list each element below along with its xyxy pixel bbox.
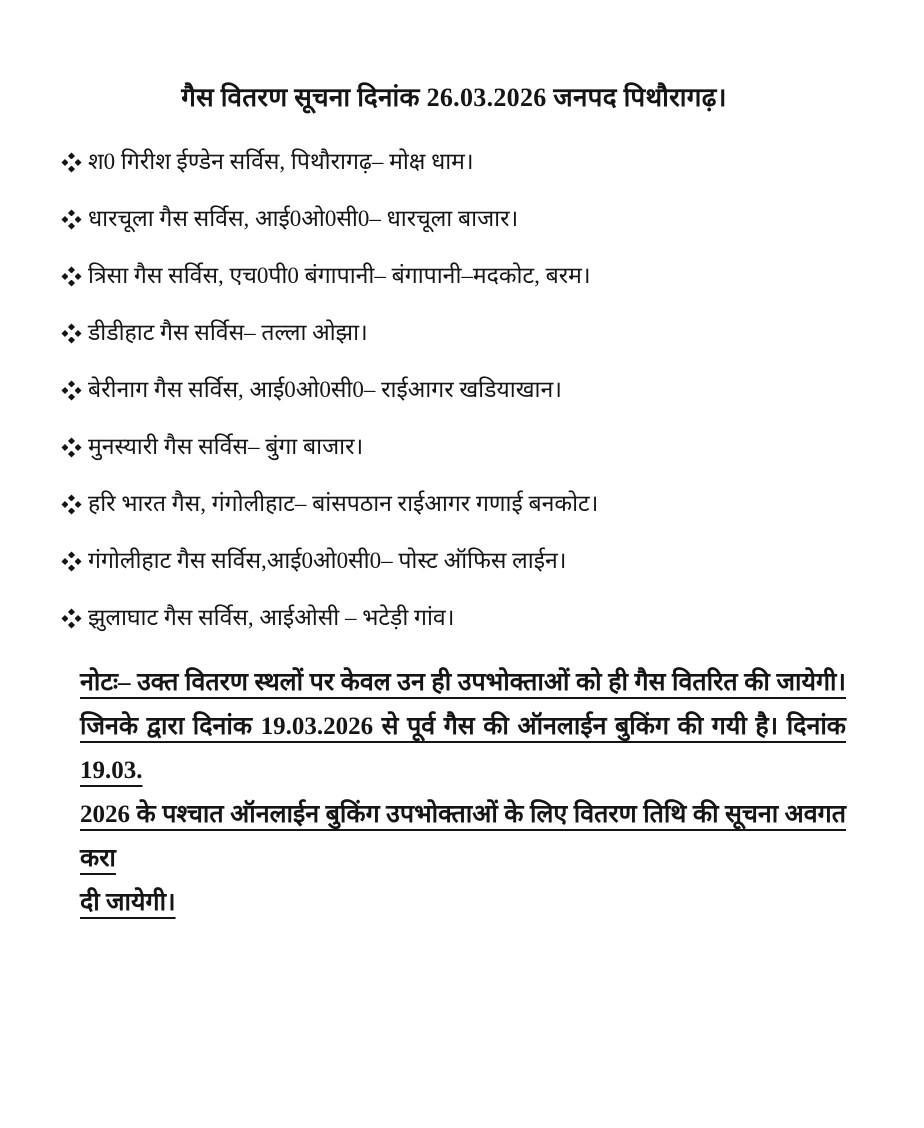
list-item (62, 319, 846, 347)
note-line: नोटः– उक्त वितरण स्थलों पर केवल उन ही उपभोक्ताओं को ही गैस वितरित की जायेगी। (80, 669, 846, 696)
diamond-bullet-icon (62, 205, 88, 233)
list-item-text: श0 गिरीश ईण्डेन सर्विस, पिथौरागढ़– मोक्ष धाम। (88, 149, 474, 174)
note-line: जिनके द्वारा दिनांक 19.03.2026 से पूर्व गैस की ऑनलाईन बुकिंग की गयी है। दिनांक 19.03. (80, 713, 846, 784)
list-item (62, 547, 846, 575)
diamond-bullet-icon (62, 433, 88, 461)
list-item (62, 376, 846, 404)
list-item (62, 604, 846, 632)
diamond-bullet-icon (62, 490, 88, 518)
list-item-text: त्रिसा गैस सर्विस, एच0पी0 बंगापानी– बंगापानी–मदकोट, बरम। (88, 263, 591, 288)
list-item (62, 433, 846, 461)
list-item-text: झुलाघाट गैस सर्विस, आईओसी – भटेड़ी गांव। (88, 605, 455, 630)
diamond-bullet-icon (62, 547, 88, 575)
list-item-text: मुनस्यारी गैस सर्विस– बुंगा बाजार। (88, 434, 364, 459)
list-item (62, 148, 846, 176)
list-item (62, 205, 846, 233)
document-title: गैस वितरण सूचना दिनांक 26.03.2026 जनपद पिथौरागढ़। (181, 83, 727, 112)
diamond-bullet-icon (62, 148, 88, 176)
list-item-text: धारचूला गैस सर्विस, आई0ओ0सी0– धारचूला बाजार। (88, 206, 519, 231)
distribution-points-list (62, 148, 846, 632)
list-item-text: गंगोलीहाट गैस सर्विस,आई0ओ0सी0– पोस्ट ऑफिस लाईन। (88, 548, 567, 573)
diamond-bullet-icon (62, 319, 88, 347)
note-line: 2026 के पश्चात ऑनलाईन बुकिंग उपभोक्ताओं के लिए वितरण तिथि की सूचना अवगत करा (80, 801, 846, 872)
note-line: दी जायेगी। (80, 889, 176, 916)
list-item-text: डीडीहाट गैस सर्विस– तल्ला ओझा। (88, 320, 368, 345)
diamond-bullet-icon (62, 376, 88, 404)
list-item-text: हरि भारत गैस, गंगोलीहाट– बांसपठान राईआगर गणाई बनकोट। (88, 491, 599, 516)
note-paragraph (80, 661, 846, 925)
diamond-bullet-icon (62, 604, 88, 632)
list-item (62, 262, 846, 290)
diamond-bullet-icon (62, 262, 88, 290)
list-item-text: बेरीनाग गैस सर्विस, आई0ओ0सी0– राईआगर खडियाखान। (88, 377, 562, 402)
list-item (62, 490, 846, 518)
